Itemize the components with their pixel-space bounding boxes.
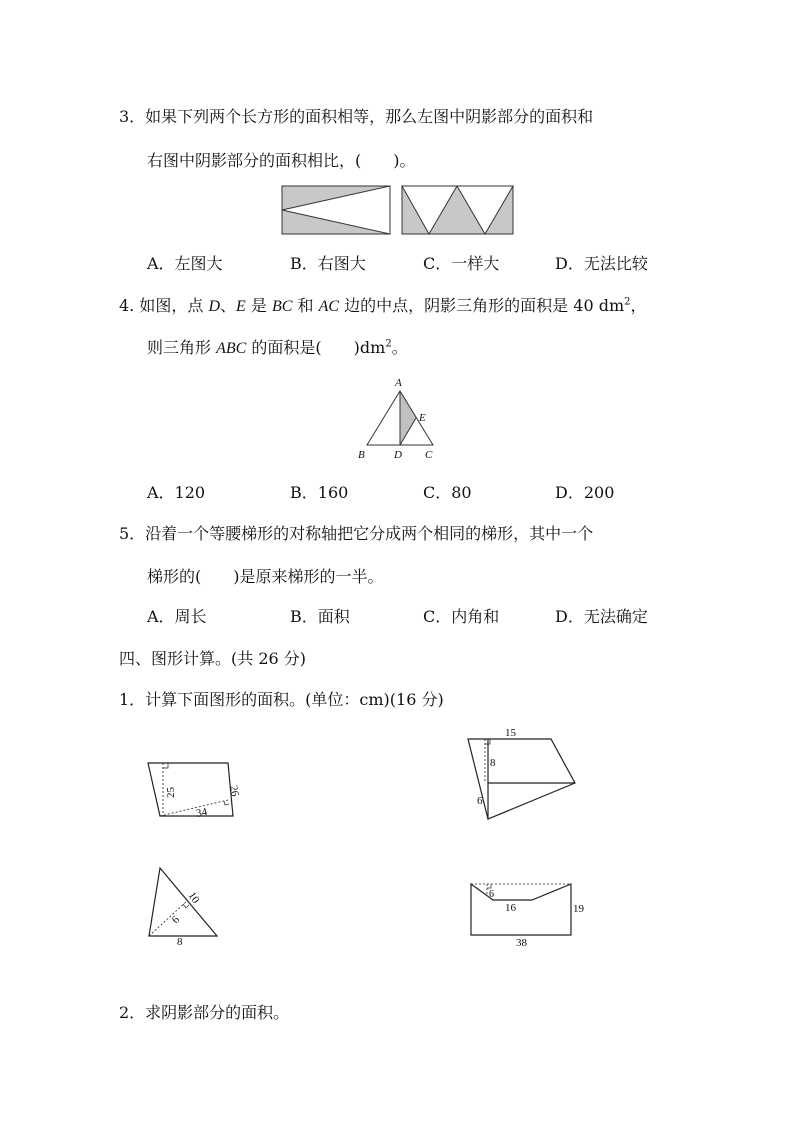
section4-q1: 1．计算下面图形的面积。(单位：cm)(16 分)	[119, 690, 444, 709]
pentagon-figure	[460, 876, 590, 948]
trapezoid-side-label: 6	[477, 795, 483, 807]
parallelogram-figure	[140, 755, 250, 825]
q3-line1: 3．如果下列两个长方形的面积相等，那么左图中阴影部分的面积和	[119, 107, 594, 126]
parallelogram-base-label: 34	[195, 805, 209, 820]
trapezoid-figure	[465, 727, 585, 822]
q4-option-c: C．80	[423, 483, 472, 502]
parallelogram-side-label: 26	[227, 784, 241, 798]
q5-option-d: D．无法确定	[555, 607, 648, 626]
label-e: E	[419, 412, 426, 424]
pentagon-notch-label: 6	[489, 889, 494, 900]
q4-option-b: B．160	[290, 483, 349, 502]
label-a: A	[395, 377, 402, 389]
pentagon-inner-label: 16	[505, 902, 516, 914]
trapezoid-top-label: 15	[505, 727, 516, 739]
triangle-figure	[140, 860, 230, 950]
q4-option-d: D．200	[555, 483, 615, 502]
q5-line1: 5．沿着一个等腰梯形的对称轴把它分成两个相同的梯形，其中一个	[119, 524, 594, 543]
label-d: D	[394, 449, 402, 461]
pentagon-height-label: 19	[573, 903, 584, 915]
q3-option-c: C．一样大	[423, 254, 500, 273]
q3-line2: 右图中阴影部分的面积相比，( )。	[147, 151, 416, 170]
parallelogram-height-label: 25	[165, 787, 177, 798]
section4-q2: 2．求阴影部分的面积。	[119, 1003, 290, 1022]
section4-title: 四、图形计算。(共 26 分)	[119, 649, 307, 668]
label-c: C	[425, 449, 433, 461]
q3-left-rectangle-figure	[282, 186, 390, 234]
trapezoid-height-label: 8	[490, 757, 496, 769]
q4-line1: 4. 如图，点 D、E 是 BC 和 AC 边的中点，阴影三角形的面积是 40 $dm^2$，	[119, 296, 647, 315]
q5-option-a: A．周长	[147, 607, 207, 626]
pentagon-base-label: 38	[516, 937, 527, 949]
label-b: B	[358, 449, 365, 461]
triangle-height-label: 6	[169, 913, 183, 927]
q3-right-rectangle-figure	[402, 186, 513, 234]
q5-option-c: C．内角和	[423, 607, 500, 626]
q5-line2: 梯形的( )是原来梯形的一半。	[147, 567, 384, 586]
triangle-base-label: 8	[177, 936, 183, 948]
q4-line2: 则三角形 ABC 的面积是( )$dm^2$。	[147, 338, 408, 357]
q3-option-d: D．无法比较	[555, 254, 648, 273]
triangle-side-label: 10	[185, 889, 202, 906]
q3-option-a: A．左图大	[147, 254, 223, 273]
q4-option-a: A．120	[147, 483, 206, 502]
q5-option-b: B．面积	[290, 607, 350, 626]
q3-option-b: B．右图大	[290, 254, 366, 273]
q4-triangle-figure	[355, 374, 445, 462]
